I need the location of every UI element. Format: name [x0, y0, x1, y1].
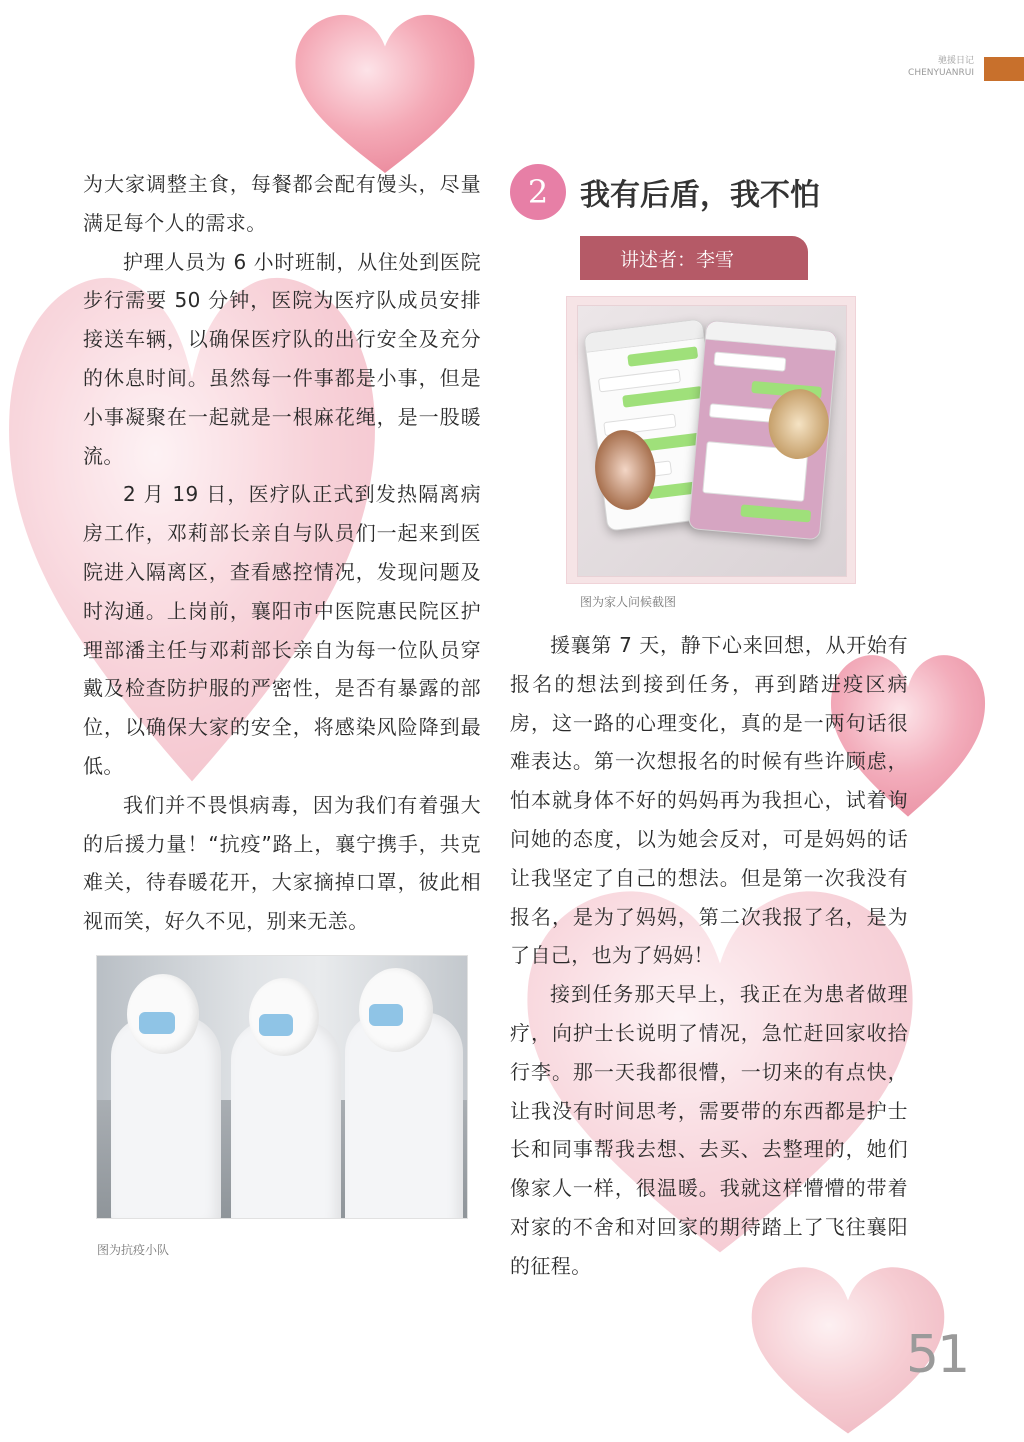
section-heading: [510, 163, 910, 221]
team-photo-caption: 图为抗疫小队: [97, 1243, 170, 1257]
left-column-text: [83, 165, 481, 941]
section-title: 我有后盾，我不怕: [580, 178, 820, 213]
running-header: [890, 55, 974, 79]
team-photo: [97, 956, 467, 1218]
heart-decoration-top: [292, 8, 478, 178]
left-paragraph-2: 护理人员为 6 小时班制，从住处到医院步行需要 50 分钟，医院为医疗队成员安排接送车辆，以确保医疗队的出行安全及充分的休息时间。虽然每一件事都是小事，但是小事凝聚在一起就是一根麻花绳，是一股暖流。: [83, 249, 481, 468]
left-paragraph-4: 我们并不畏惧病毒，因为我们有着强大的后援力量！“抗疫”路上，襄宁携手，共克难关，待春暖花开，大家摘掉口罩，彼此相视而笑，好久不见，别来无恙。: [83, 792, 481, 934]
header-label-cn: 驰援日记: [937, 56, 974, 66]
left-paragraph-1: 为大家调整主食，每餐都会配有馒头，尽量满足每个人的需求。: [83, 172, 481, 235]
header-color-bar: [984, 57, 1024, 81]
family-chat-caption: 图为家人问候截图: [580, 595, 677, 609]
header-label-en: CHENYUANRUI: [908, 68, 974, 78]
right-paragraph-1: 援襄第 7 天，静下心来回想，从开始有报名的想法到接到任务，再到踏进疫区病房，这一路的心理变化，真的是一两句话很难表达。第一次想报名的时候有些许顾虑，怕本就身体不好的妈妈再为我担心，试着询问她的态度，以为她会反对，可是妈妈的话让我坚定了自己的想法。但是第一次我没有报名，是为了妈妈，第二次我报了名，是为了自己，也为了妈妈！: [510, 633, 908, 968]
section-number-badge: 2: [510, 164, 566, 220]
left-paragraph-3: 2 月 19 日，医疗队正式到发热隔离病房工作，邓莉部长亲自与队员们一起来到医院进入隔离区，查看感控情况，发现问题及时沟通。上岗前，襄阳市中医院惠民院区护理部潘主任与邓莉部长亲自为每一位队员穿戴及检查防护服的严密性，是否有暴露的部位，以确保大家的安全，将感染风险降到最低。: [83, 482, 481, 778]
page-number: 51: [906, 1325, 969, 1385]
right-column-text: [510, 626, 908, 1286]
narrator-label: 讲述者：李雪: [580, 236, 808, 280]
family-chat-photo: [566, 296, 856, 584]
right-paragraph-2: 接到任务那天早上，我正在为患者做理疗，向护士长说明了情况，急忙赶回家收拾行李。那一天我都很懵，一切来的有点快，让我没有时间思考，需要带的东西都是护士长和同事帮我去想、去买、去整理的，她们像家人一样，很温暖。我就这样懵懵的带着对家的不舍和对回家的期待踏上了飞往襄阳的征程。: [510, 982, 908, 1278]
